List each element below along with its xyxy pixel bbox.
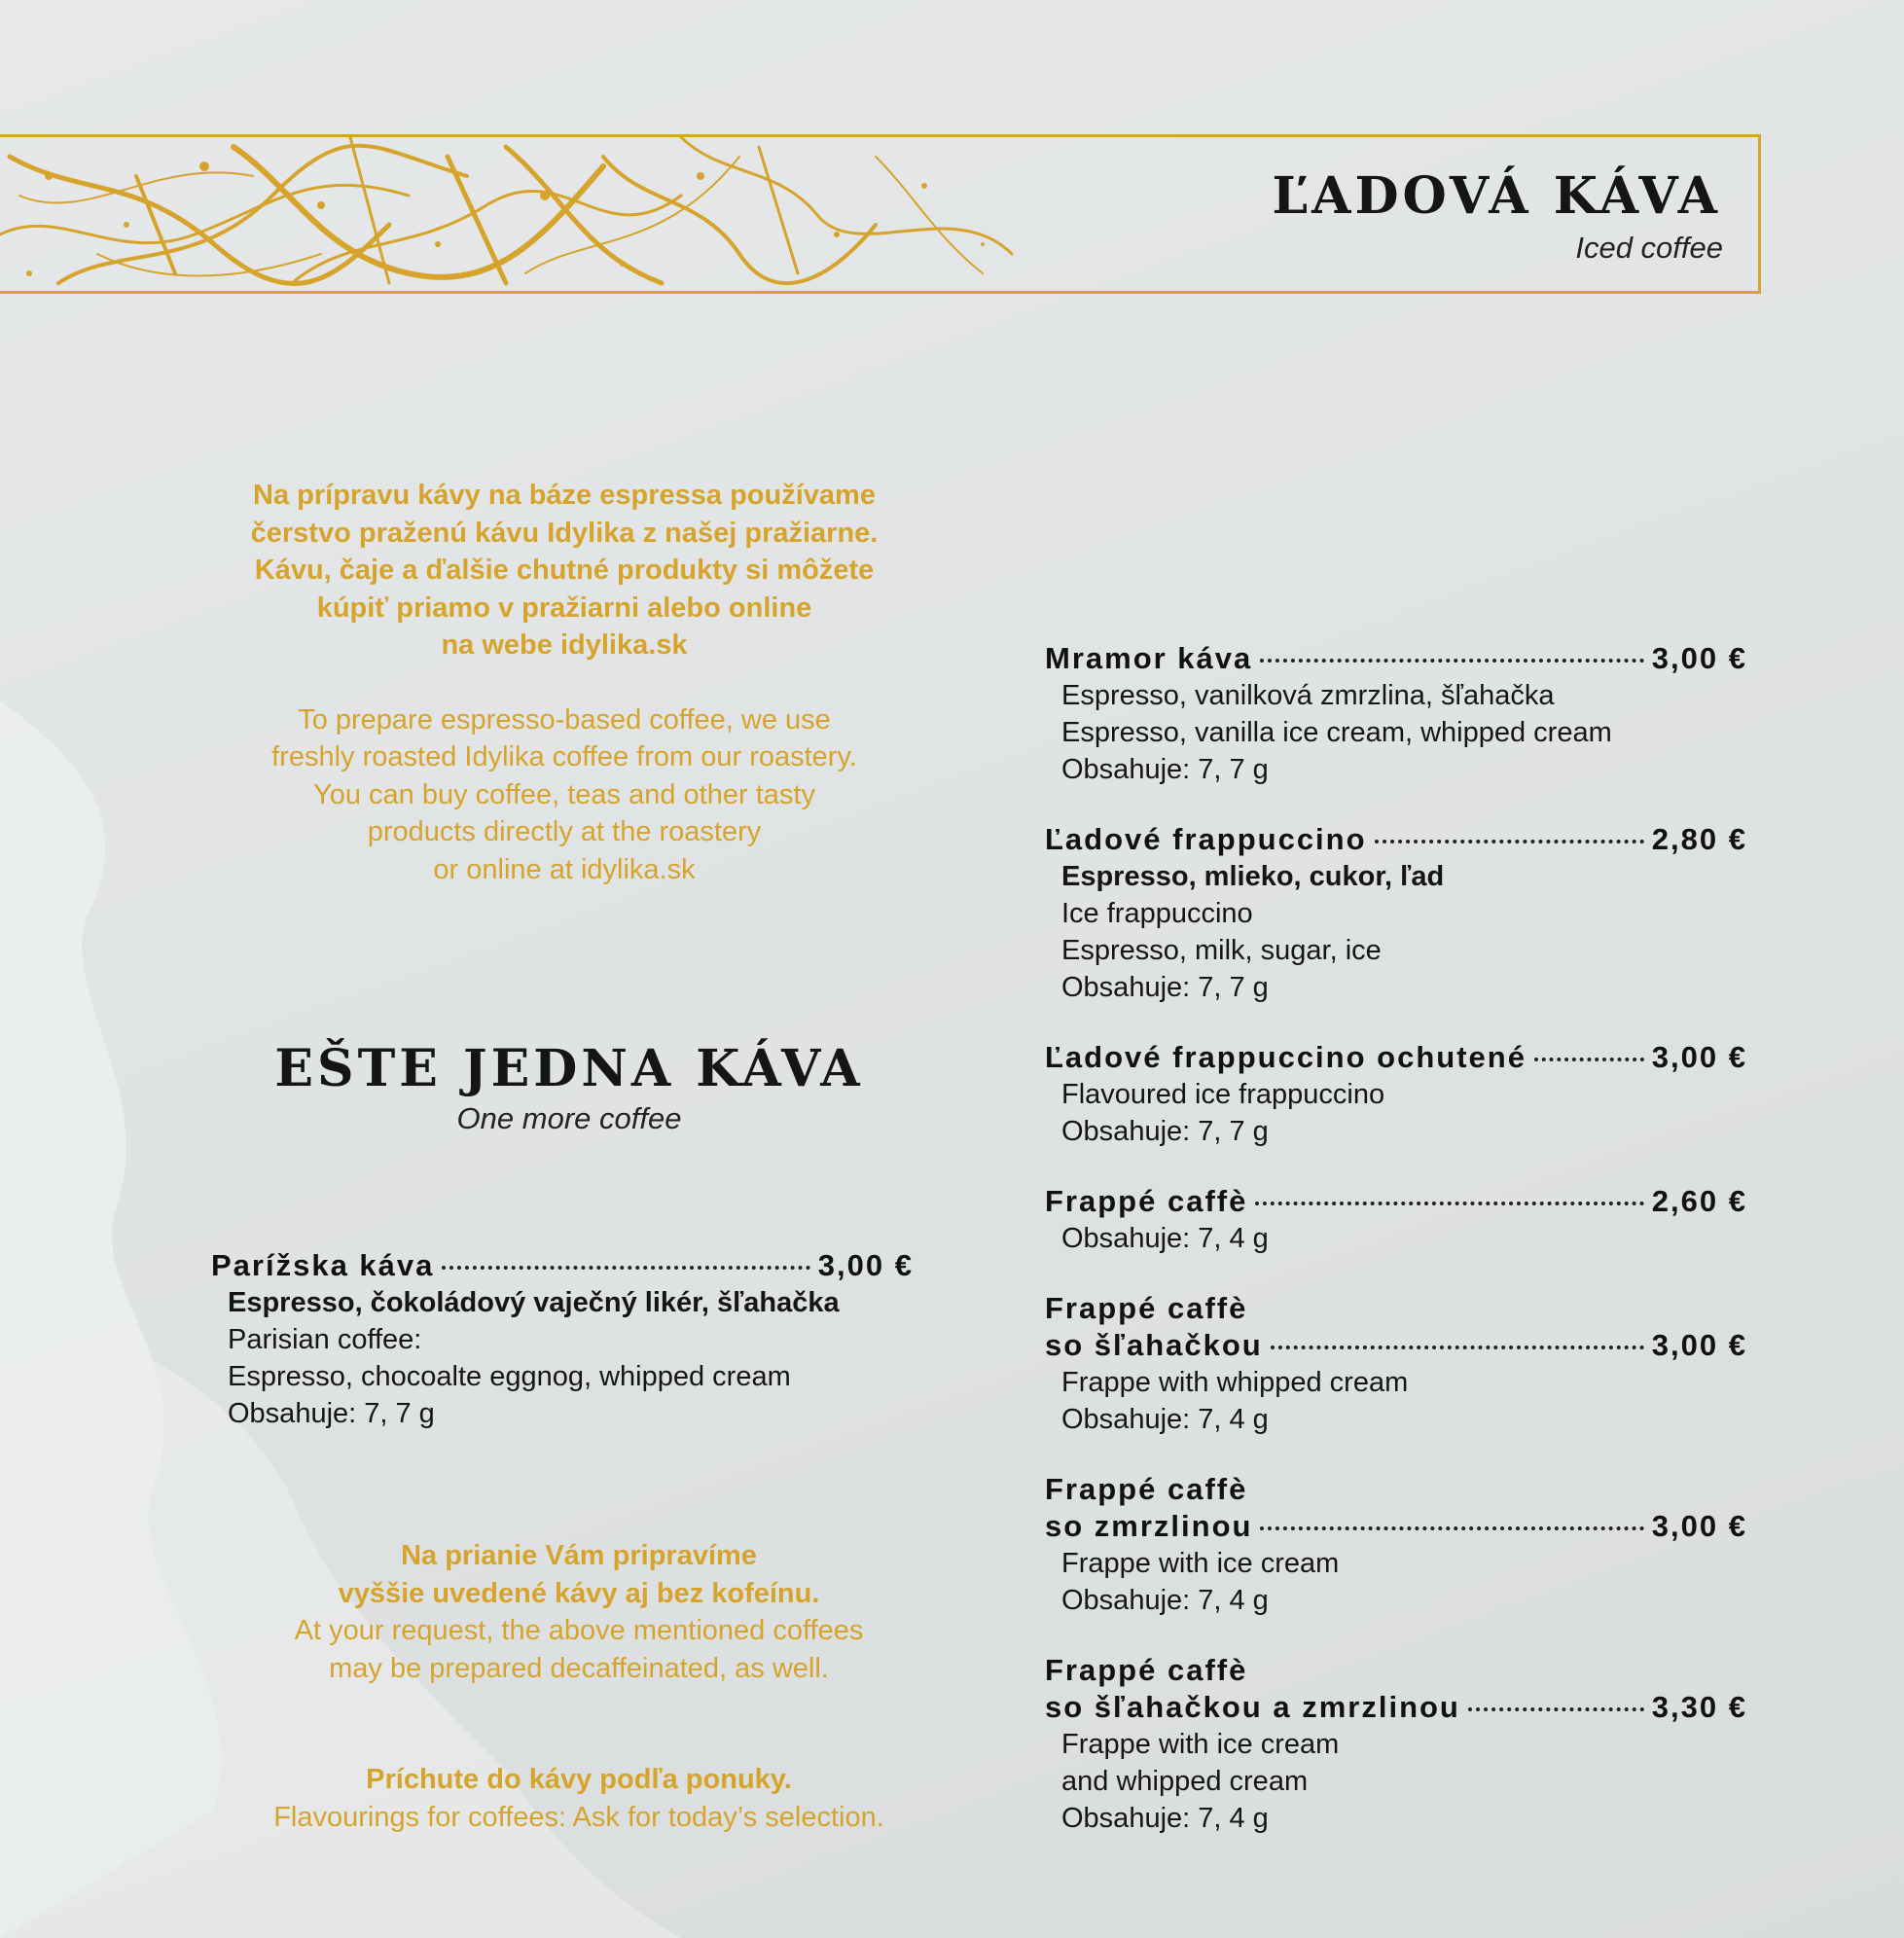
menu-item-price: 3,00 €: [1651, 641, 1747, 675]
menu-item-name: so zmrzlinou: [1045, 1509, 1253, 1543]
menu-item-line: Ice frappuccino: [1061, 898, 1253, 929]
flavourings-sk: Príchute do kávy podľa ponuky.: [366, 1764, 792, 1795]
menu-item-line: and whipped cream: [1061, 1766, 1309, 1797]
intro-en-line: products directly at the roastery: [367, 816, 762, 847]
menu-item-line: Obsahuje: 7, 4 g: [1061, 1223, 1269, 1254]
menu-item-name: Parížska káva: [211, 1248, 435, 1282]
menu-item-ingredients: Espresso, čokoládový vaječný likér, šľahačka: [228, 1287, 840, 1318]
menu-item: [1045, 1183, 1747, 1257]
dot-leader: [1260, 659, 1644, 663]
intro-en-line: or online at idylika.sk: [433, 853, 696, 885]
menu-item-line: Frappe with ice cream: [1061, 1729, 1340, 1760]
menu-item: [1045, 1471, 1747, 1619]
page-title: ĽADOVÁ KÁVA: [1272, 166, 1721, 226]
dot-leader: [442, 1266, 809, 1270]
menu-item-name: so šľahačkou: [1045, 1328, 1263, 1362]
intro-text: [204, 477, 924, 888]
menu-item-line: Obsahuje: 7, 7 g: [228, 1398, 435, 1429]
menu-item-line: Obsahuje: 7, 7 g: [1061, 1116, 1269, 1147]
header-band: [0, 134, 1761, 294]
decaf-sk-line: Na prianie Vám pripravíme: [401, 1540, 757, 1571]
dot-leader: [1260, 1526, 1643, 1530]
intro-en: [204, 701, 924, 889]
menu-item-desc: [1045, 1076, 1747, 1150]
menu-item-line: Obsahuje: 7, 7 g: [1061, 972, 1269, 1003]
menu-item-desc: [1045, 858, 1747, 1006]
menu-item-head: [211, 1247, 914, 1284]
dot-leader: [1375, 840, 1644, 843]
menu-item: [1045, 1290, 1747, 1438]
decaf-en-line: At your request, the above mentioned coffees: [294, 1615, 864, 1646]
menu-item-name: Mramor káva: [1045, 641, 1253, 675]
menu-item-head: [1045, 1039, 1747, 1076]
section-title: EŠTE JEDNA KÁVA: [274, 1039, 864, 1098]
decaf-note: [224, 1537, 934, 1687]
menu-item-head: [1045, 640, 1747, 677]
intro-sk-line: Kávu, čaje a ďalšie chutné produkty si môžete: [254, 555, 875, 586]
menu-item-desc: [1045, 1220, 1747, 1257]
dot-leader: [1468, 1707, 1644, 1711]
menu-item-line: Obsahuje: 7, 4 g: [1061, 1585, 1269, 1616]
menu-item-line: Obsahuje: 7, 7 g: [1061, 754, 1269, 785]
menu-item-name: so šľahačkou a zmrzlinou: [1045, 1690, 1460, 1724]
menu-item-line: Parisian coffee:: [228, 1324, 422, 1355]
intro-sk-line: Na prípravu kávy na báze espressa používame: [253, 480, 876, 511]
menu-item-name-pre: Frappé caffè: [1045, 1472, 1248, 1506]
flavourings-note: [224, 1761, 934, 1836]
intro-sk-line: kúpiť priamo v pražiarni alebo online: [316, 592, 812, 624]
intro-sk-line: na webe idylika.sk: [441, 629, 688, 661]
menu-item-line: Frappe with ice cream: [1061, 1548, 1340, 1579]
menu-item-line: Espresso, milk, sugar, ice: [1061, 935, 1382, 966]
menu-item-desc: [1045, 1364, 1747, 1438]
menu-item-desc: [1045, 1545, 1747, 1619]
menu-item-line: Espresso, chocoalte eggnog, whipped cream: [228, 1361, 791, 1392]
menu-item-line: Frappe with whipped cream: [1061, 1367, 1409, 1398]
dot-leader: [1271, 1346, 1644, 1349]
menu-item: [1045, 640, 1747, 788]
menu-item-line: Flavoured ice frappuccino: [1061, 1079, 1385, 1110]
menu-item-desc: [1045, 1726, 1747, 1837]
intro-en-line: You can buy coffee, teas and other tasty: [313, 778, 815, 810]
decaf-en-line: may be prepared decaffeinated, as well.: [329, 1652, 829, 1684]
menu-item-price: 2,60 €: [1651, 1184, 1747, 1218]
menu-item-desc: [1045, 677, 1747, 788]
menu-item-head: [1045, 1689, 1747, 1726]
menu-item-head: [1045, 1508, 1747, 1545]
decaf-sk-line: vyššie uvedené kávy aj bez kofeínu.: [338, 1577, 820, 1609]
dot-leader: [1534, 1058, 1644, 1061]
menu-item-price: 3,00 €: [817, 1248, 914, 1282]
menu-item-line: Obsahuje: 7, 4 g: [1061, 1803, 1269, 1834]
intro-sk: [204, 477, 924, 664]
menu-item-line: Obsahuje: 7, 4 g: [1061, 1404, 1269, 1435]
intro-en-line: freshly roasted Idylika coffee from our roastery.: [271, 741, 857, 772]
menu-item-price: 2,80 €: [1651, 822, 1747, 856]
menu-item-line: Espresso, vanilla ice cream, whipped cream: [1061, 717, 1612, 748]
menu-item: [211, 1247, 914, 1432]
page-subtitle: Iced coffee: [1575, 231, 1723, 265]
menu-item-name: Ľadové frappuccino: [1045, 822, 1367, 856]
menu-item-head: [1045, 1327, 1747, 1364]
menu-item-price: 3,00 €: [1651, 1040, 1747, 1074]
menu-item-desc: [211, 1284, 914, 1432]
flavourings-en: Flavourings for coffees: Ask for today’s selection.: [273, 1801, 884, 1833]
section-subtitle: One more coffee: [456, 1101, 682, 1135]
gold-marble-pattern: [0, 137, 1031, 291]
menu-item: [1045, 1039, 1747, 1150]
menu-item: [1045, 821, 1747, 1006]
dot-leader: [1255, 1202, 1643, 1205]
menu-item-name: Ľadové frappuccino ochutené: [1045, 1040, 1527, 1074]
menu-item-line: Espresso, vanilková zmrzlina, šľahačka: [1061, 680, 1555, 711]
menu-item-ingredients: Espresso, mlieko, cukor, ľad: [1061, 861, 1445, 892]
menu-item: [1045, 1652, 1747, 1837]
menu-item-price: 3,00 €: [1651, 1509, 1747, 1543]
menu-item-head: [1045, 1183, 1747, 1220]
intro-sk-line: čerstvo praženú kávu Idylika z našej pražiarne.: [250, 517, 879, 549]
intro-en-line: To prepare espresso-based coffee, we use: [298, 703, 831, 736]
menu-item-price: 3,30 €: [1651, 1690, 1747, 1724]
menu-item-price: 3,00 €: [1651, 1328, 1747, 1362]
menu-item-name-pre: Frappé caffè: [1045, 1653, 1248, 1687]
menu-item-name: Frappé caffè: [1045, 1184, 1248, 1218]
menu-item-name-pre: Frappé caffè: [1045, 1291, 1248, 1325]
menu-item-head: [1045, 821, 1747, 858]
